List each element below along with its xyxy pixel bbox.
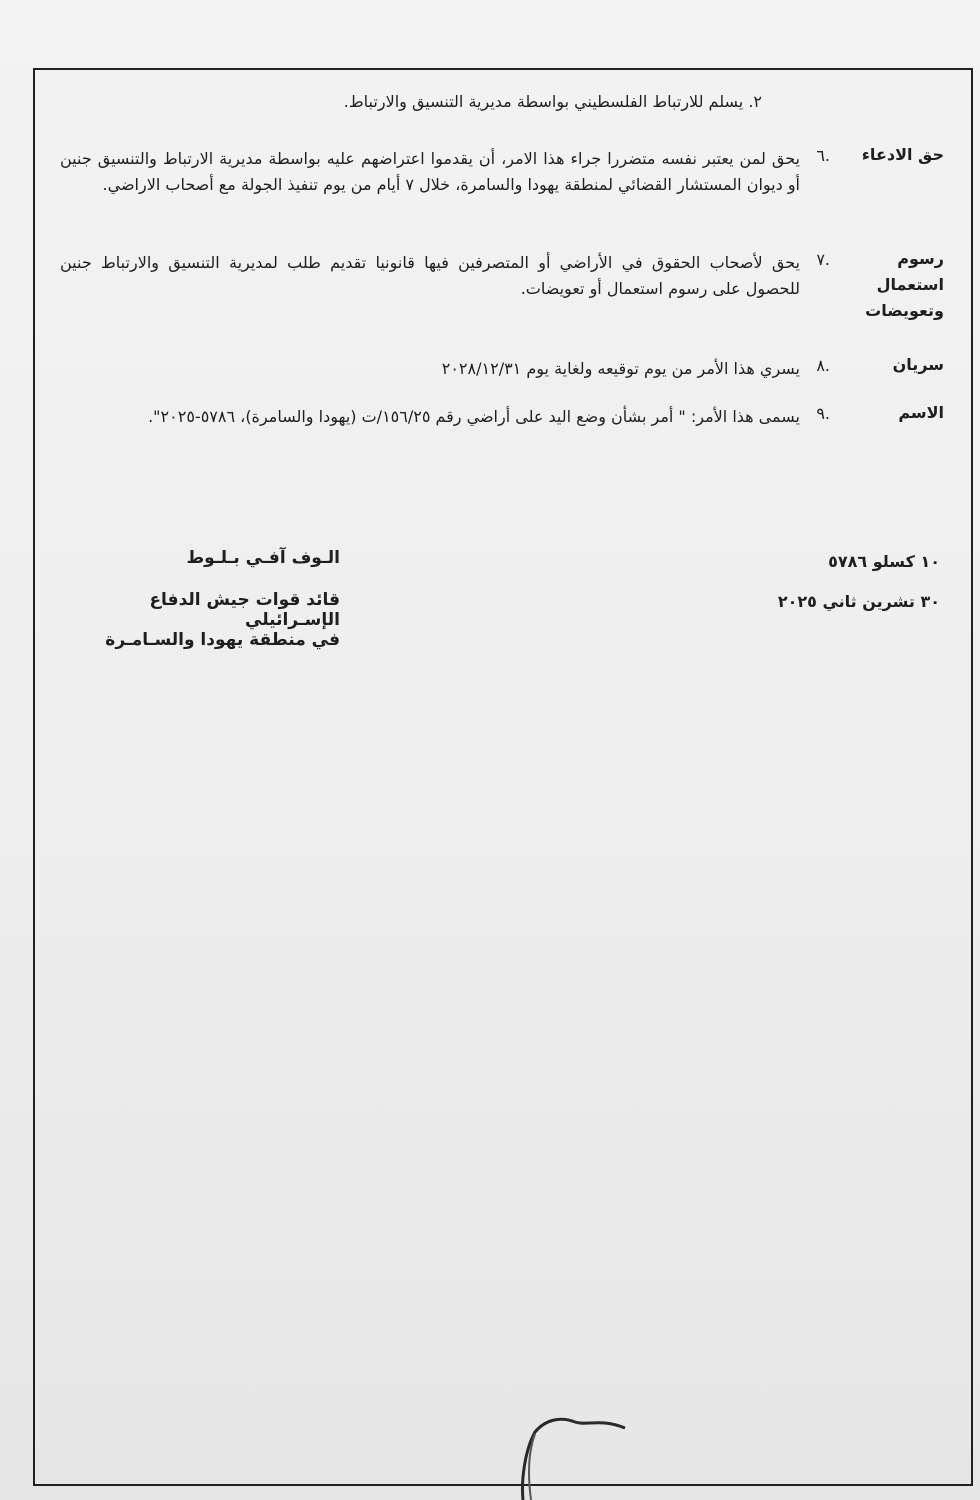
- signatory-title: قائد قوات جيش الدفاع الإسـرائيلي: [149, 590, 340, 630]
- torn-edge-mark: [515, 1410, 635, 1500]
- section-7-text: يحق لأصحاب الحقوق في الأراضي أو المتصرفين فيها قانونيا تقديم طلب لمديرية التنسيق والارتباط جنين للحصول على رسوم استعمال أو تعويضات.: [60, 253, 800, 298]
- section-9-title: الاسم: [898, 403, 944, 422]
- section-7-title: رسوم استعمال وتعويضات: [865, 249, 944, 320]
- signatory-name: الـوف آفـي بـلـوط: [186, 548, 340, 568]
- signatory-region: في منطقة يهودا والسـامـرة: [105, 630, 340, 650]
- section-7-number: ٧.: [816, 250, 830, 269]
- gregorian-date: ٣٠ تشرين ثاني ٢٠٢٥: [777, 592, 940, 611]
- section-9-text: يسمى هذا الأمر: " أمر بشأن وضع اليد على أراضي رقم ١٥٦/٢٥/ت (يهودا والسامرة)، ٥٧٨٦-٢٠٢٥".: [148, 407, 800, 426]
- section-6-title: حق الادعاء: [861, 145, 944, 164]
- section-8-title: سريان: [892, 355, 944, 374]
- intro-clause: ٢. يسلم للارتباط الفلسطيني بواسطة مديرية التنسيق والارتباط.: [343, 92, 762, 111]
- hebrew-date: ١٠ كسلو ٥٧٨٦: [828, 552, 940, 571]
- section-8-text: يسري هذا الأمر من يوم توقيعه ولغاية يوم ٢٠٢٨/١٢/٣١: [441, 359, 800, 378]
- section-6-number: ٦.: [816, 146, 830, 165]
- section-9-number: ٩.: [816, 404, 830, 423]
- section-6-text: يحق لمن يعتبر نفسه متضررا جراء هذا الامر، أن يقدموا اعتراضهم عليه بواسطة مديرية الارتباط والتنسيق جنين أو ديوان المستشار القضائي لمنطقة يهودا والسامرة، خلال ٧ أيام من يوم تنفيذ الجولة مع أصحاب الاراضي.: [60, 149, 800, 194]
- section-8-number: ٨.: [816, 356, 830, 375]
